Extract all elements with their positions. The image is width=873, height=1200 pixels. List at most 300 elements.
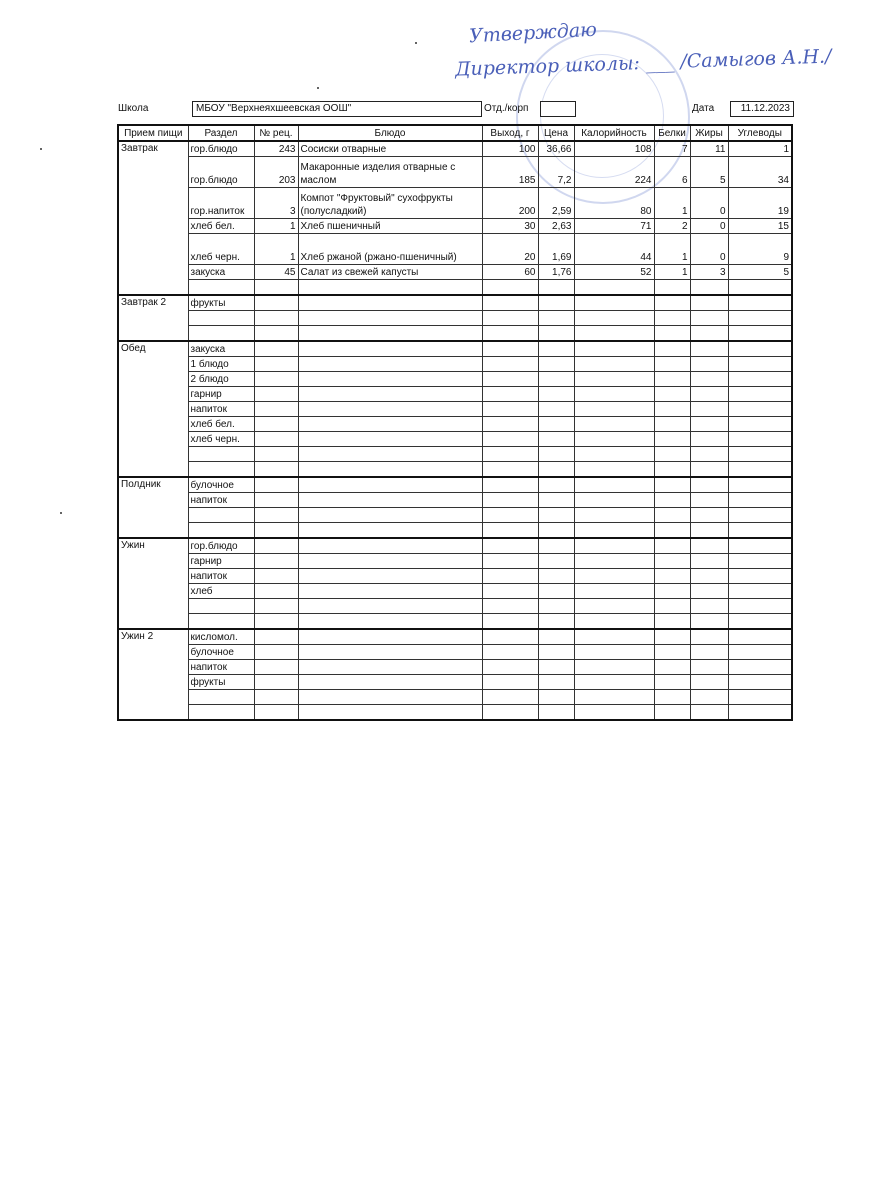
cell-price: [538, 372, 574, 387]
cell-section: [188, 462, 254, 478]
menu-body: [118, 141, 792, 720]
cell-fat: 0: [690, 188, 728, 219]
col-fat-header: Жиры: [690, 125, 728, 141]
cell-rec: [254, 705, 298, 721]
cell-dish: [298, 295, 482, 311]
cell-fat: [690, 705, 728, 721]
scan-speck: [60, 512, 62, 514]
cell-section: хлеб бел.: [188, 219, 254, 234]
cell-kcal: [574, 402, 654, 417]
cell-fat: [690, 280, 728, 296]
cell-kcal: [574, 372, 654, 387]
school-label: Школа: [118, 103, 149, 114]
table-row: [118, 690, 792, 705]
cell-prot: [654, 554, 690, 569]
scan-speck: [415, 42, 417, 44]
cell-prot: [654, 462, 690, 478]
cell-kcal: [574, 417, 654, 432]
cell-dish: [298, 690, 482, 705]
cell-prot: [654, 508, 690, 523]
scan-speck: [317, 87, 319, 89]
cell-rec: [254, 645, 298, 660]
table-row: [118, 493, 792, 508]
cell-fat: [690, 569, 728, 584]
cell-price: [538, 387, 574, 402]
cell-out: [482, 554, 538, 569]
cell-fat: [690, 554, 728, 569]
cell-dish: Хлеб ржаной (ржано-пшеничный): [298, 234, 482, 265]
cell-carb: [728, 326, 792, 342]
cell-section: [188, 447, 254, 462]
cell-carb: 19: [728, 188, 792, 219]
cell-fat: [690, 538, 728, 554]
col-output-header: Выход, г: [482, 125, 538, 141]
cell-price: [538, 493, 574, 508]
cell-dish: Макаронные изделия отварные с маслом: [298, 157, 482, 188]
cell-out: [482, 584, 538, 599]
cell-fat: 3: [690, 265, 728, 280]
dept-field[interactable]: [540, 101, 576, 117]
cell-prot: 6: [654, 157, 690, 188]
cell-dish: [298, 462, 482, 478]
cell-carb: [728, 599, 792, 614]
cell-out: [482, 417, 538, 432]
table-row: [118, 311, 792, 326]
cell-price: 7,2: [538, 157, 574, 188]
date-field[interactable]: [730, 101, 794, 117]
cell-price: [538, 432, 574, 447]
cell-carb: [728, 477, 792, 493]
cell-carb: [728, 508, 792, 523]
cell-section: хлеб: [188, 584, 254, 599]
cell-rec: [254, 372, 298, 387]
cell-fat: [690, 326, 728, 342]
cell-price: [538, 341, 574, 357]
cell-kcal: [574, 629, 654, 645]
cell-carb: [728, 341, 792, 357]
menu-table: [117, 124, 793, 721]
cell-price: [538, 295, 574, 311]
cell-rec: [254, 432, 298, 447]
cell-fat: [690, 417, 728, 432]
cell-price: [538, 417, 574, 432]
cell-fat: [690, 357, 728, 372]
cell-dish: [298, 372, 482, 387]
cell-price: 1,76: [538, 265, 574, 280]
cell-rec: [254, 508, 298, 523]
table-row: [118, 219, 792, 234]
cell-carb: 5: [728, 265, 792, 280]
cell-out: [482, 645, 538, 660]
cell-out: [482, 523, 538, 539]
cell-section: напиток: [188, 402, 254, 417]
table-row: [118, 614, 792, 630]
cell-carb: [728, 584, 792, 599]
cell-prot: [654, 387, 690, 402]
cell-fat: [690, 372, 728, 387]
col-calories-header: Калорийность: [574, 125, 654, 141]
cell-prot: [654, 402, 690, 417]
approval-line-2: Директор школы: ___ /Самыгов А.Н./: [454, 45, 832, 81]
cell-section: гор.блюдо: [188, 157, 254, 188]
cell-carb: [728, 675, 792, 690]
meal-name: Полдник: [118, 477, 188, 538]
cell-dish: [298, 280, 482, 296]
cell-carb: [728, 447, 792, 462]
cell-out: [482, 660, 538, 675]
cell-out: [482, 295, 538, 311]
cell-prot: [654, 417, 690, 432]
cell-carb: [728, 432, 792, 447]
cell-kcal: [574, 341, 654, 357]
cell-kcal: [574, 645, 654, 660]
cell-price: [538, 584, 574, 599]
col-carbs-header: Углеводы: [728, 125, 792, 141]
cell-out: [482, 493, 538, 508]
cell-carb: [728, 311, 792, 326]
cell-dish: [298, 417, 482, 432]
cell-price: [538, 629, 574, 645]
cell-price: [538, 660, 574, 675]
cell-out: 30: [482, 219, 538, 234]
cell-fat: [690, 523, 728, 539]
cell-carb: [728, 554, 792, 569]
cell-rec: [254, 387, 298, 402]
cell-fat: [690, 493, 728, 508]
cell-carb: [728, 280, 792, 296]
cell-kcal: [574, 569, 654, 584]
cell-carb: [728, 645, 792, 660]
cell-rec: [254, 417, 298, 432]
cell-dish: [298, 447, 482, 462]
table-row: [118, 523, 792, 539]
cell-kcal: 224: [574, 157, 654, 188]
cell-dish: [298, 357, 482, 372]
cell-price: [538, 280, 574, 296]
table-row: [118, 326, 792, 342]
cell-section: [188, 311, 254, 326]
table-header-row: [118, 125, 792, 141]
cell-price: [538, 523, 574, 539]
table-row: [118, 387, 792, 402]
cell-fat: [690, 402, 728, 417]
cell-out: [482, 311, 538, 326]
cell-fat: [690, 295, 728, 311]
cell-rec: [254, 569, 298, 584]
cell-price: [538, 599, 574, 614]
cell-out: [482, 372, 538, 387]
cell-kcal: [574, 462, 654, 478]
cell-out: [482, 462, 538, 478]
cell-rec: [254, 584, 298, 599]
table-row: [118, 538, 792, 554]
meal-name: Ужин: [118, 538, 188, 629]
cell-section: гарнир: [188, 554, 254, 569]
cell-kcal: [574, 447, 654, 462]
cell-section: [188, 280, 254, 296]
cell-dish: [298, 311, 482, 326]
cell-section: гор.блюдо: [188, 141, 254, 157]
cell-kcal: [574, 387, 654, 402]
cell-dish: [298, 477, 482, 493]
cell-prot: 1: [654, 188, 690, 219]
cell-section: [188, 599, 254, 614]
cell-dish: [298, 660, 482, 675]
cell-price: 2,59: [538, 188, 574, 219]
cell-out: [482, 599, 538, 614]
cell-fat: [690, 447, 728, 462]
cell-fat: [690, 341, 728, 357]
cell-carb: [728, 690, 792, 705]
table-row: [118, 584, 792, 599]
cell-rec: [254, 462, 298, 478]
cell-price: [538, 538, 574, 554]
table-row: [118, 234, 792, 265]
cell-rec: [254, 341, 298, 357]
cell-price: 36,66: [538, 141, 574, 157]
cell-carb: [728, 295, 792, 311]
cell-prot: [654, 523, 690, 539]
cell-prot: [654, 432, 690, 447]
cell-rec: [254, 629, 298, 645]
cell-dish: Компот "Фруктовый" сухофрукты (полусладкий): [298, 188, 482, 219]
cell-price: [538, 705, 574, 721]
cell-out: [482, 675, 538, 690]
cell-fat: 0: [690, 219, 728, 234]
cell-fat: [690, 645, 728, 660]
cell-fat: [690, 629, 728, 645]
cell-prot: [654, 341, 690, 357]
cell-fat: 0: [690, 234, 728, 265]
cell-carb: [728, 402, 792, 417]
cell-section: гор.напиток: [188, 188, 254, 219]
cell-dish: [298, 584, 482, 599]
table-row: [118, 554, 792, 569]
cell-rec: 1: [254, 219, 298, 234]
table-row: [118, 660, 792, 675]
cell-dish: [298, 432, 482, 447]
cell-dish: [298, 523, 482, 539]
cell-prot: [654, 629, 690, 645]
cell-prot: [654, 311, 690, 326]
cell-out: [482, 341, 538, 357]
cell-kcal: [574, 705, 654, 721]
cell-carb: [728, 417, 792, 432]
cell-fat: [690, 675, 728, 690]
col-protein-header: Белки: [654, 125, 690, 141]
table-row: [118, 629, 792, 645]
cell-out: [482, 402, 538, 417]
cell-price: 2,63: [538, 219, 574, 234]
approval-signature: [454, 18, 865, 86]
cell-rec: [254, 493, 298, 508]
cell-dish: [298, 554, 482, 569]
cell-rec: [254, 295, 298, 311]
cell-dish: [298, 387, 482, 402]
cell-carb: [728, 538, 792, 554]
cell-section: хлеб черн.: [188, 432, 254, 447]
cell-carb: [728, 372, 792, 387]
cell-carb: [728, 705, 792, 721]
cell-carb: 9: [728, 234, 792, 265]
cell-dish: [298, 402, 482, 417]
cell-price: [538, 645, 574, 660]
table-row: [118, 599, 792, 614]
table-row: [118, 675, 792, 690]
cell-section: гор.блюдо: [188, 538, 254, 554]
cell-fat: [690, 508, 728, 523]
cell-kcal: [574, 493, 654, 508]
cell-rec: 1: [254, 234, 298, 265]
cell-out: 100: [482, 141, 538, 157]
cell-price: [538, 508, 574, 523]
col-recipe-header: № рец.: [254, 125, 298, 141]
cell-prot: [654, 599, 690, 614]
cell-fat: [690, 311, 728, 326]
cell-out: 20: [482, 234, 538, 265]
cell-rec: [254, 477, 298, 493]
cell-prot: [654, 675, 690, 690]
cell-price: [538, 675, 574, 690]
cell-kcal: 80: [574, 188, 654, 219]
cell-price: 1,69: [538, 234, 574, 265]
dept-label: Отд./корп: [484, 103, 529, 114]
cell-price: [538, 614, 574, 630]
cell-fat: [690, 387, 728, 402]
table-row: [118, 295, 792, 311]
table-row: [118, 417, 792, 432]
cell-section: напиток: [188, 493, 254, 508]
table-row: [118, 157, 792, 188]
cell-rec: 3: [254, 188, 298, 219]
cell-prot: [654, 660, 690, 675]
meal-name: Ужин 2: [118, 629, 188, 720]
cell-section: гарнир: [188, 387, 254, 402]
cell-price: [538, 690, 574, 705]
date-value: 11.12.2023: [740, 103, 790, 114]
approval-line-1: Утверждаю: [468, 18, 598, 48]
cell-kcal: [574, 690, 654, 705]
cell-rec: [254, 311, 298, 326]
cell-fat: [690, 462, 728, 478]
cell-kcal: 108: [574, 141, 654, 157]
cell-section: [188, 326, 254, 342]
cell-prot: [654, 645, 690, 660]
cell-out: [482, 447, 538, 462]
table-row: [118, 508, 792, 523]
cell-out: 200: [482, 188, 538, 219]
cell-price: [538, 357, 574, 372]
cell-kcal: 52: [574, 265, 654, 280]
cell-carb: [728, 493, 792, 508]
cell-rec: [254, 538, 298, 554]
table-row: [118, 645, 792, 660]
cell-section: [188, 523, 254, 539]
cell-out: [482, 387, 538, 402]
cell-dish: [298, 645, 482, 660]
cell-dish: Хлеб пшеничный: [298, 219, 482, 234]
cell-out: [482, 629, 538, 645]
cell-fat: [690, 660, 728, 675]
cell-fat: [690, 599, 728, 614]
cell-prot: [654, 690, 690, 705]
cell-kcal: [574, 584, 654, 599]
cell-price: [538, 477, 574, 493]
form-header: [118, 101, 798, 117]
cell-out: [482, 614, 538, 630]
cell-kcal: [574, 508, 654, 523]
cell-kcal: 44: [574, 234, 654, 265]
cell-kcal: [574, 523, 654, 539]
cell-fat: [690, 584, 728, 599]
table-row: [118, 462, 792, 478]
cell-dish: [298, 341, 482, 357]
table-row: [118, 265, 792, 280]
cell-dish: [298, 599, 482, 614]
cell-rec: [254, 660, 298, 675]
col-price-header: Цена: [538, 125, 574, 141]
table-row: [118, 141, 792, 157]
cell-rec: 45: [254, 265, 298, 280]
cell-kcal: [574, 614, 654, 630]
cell-section: [188, 690, 254, 705]
cell-prot: [654, 584, 690, 599]
cell-rec: [254, 447, 298, 462]
school-value: МБОУ "Верхнеяхшеевская ООШ": [196, 103, 352, 114]
school-field[interactable]: [192, 101, 482, 117]
cell-price: [538, 569, 574, 584]
cell-price: [538, 326, 574, 342]
scan-speck: [40, 148, 42, 150]
cell-rec: [254, 690, 298, 705]
cell-kcal: [574, 280, 654, 296]
cell-out: 185: [482, 157, 538, 188]
cell-carb: [728, 462, 792, 478]
cell-fat: [690, 614, 728, 630]
cell-kcal: [574, 477, 654, 493]
cell-section: фрукты: [188, 295, 254, 311]
cell-section: 2 блюдо: [188, 372, 254, 387]
cell-kcal: 71: [574, 219, 654, 234]
cell-section: хлеб черн.: [188, 234, 254, 265]
cell-kcal: [574, 311, 654, 326]
cell-section: напиток: [188, 660, 254, 675]
cell-out: [482, 357, 538, 372]
date-label: Дата: [692, 103, 715, 114]
cell-rec: [254, 280, 298, 296]
table-row: [118, 432, 792, 447]
cell-section: напиток: [188, 569, 254, 584]
cell-dish: [298, 508, 482, 523]
cell-out: [482, 705, 538, 721]
cell-fat: 5: [690, 157, 728, 188]
cell-section: закуска: [188, 265, 254, 280]
cell-out: [482, 280, 538, 296]
cell-dish: Сосиски отварные: [298, 141, 482, 157]
cell-section: булочное: [188, 477, 254, 493]
cell-carb: [728, 629, 792, 645]
cell-rec: [254, 523, 298, 539]
cell-prot: [654, 493, 690, 508]
cell-rec: [254, 675, 298, 690]
table-row: [118, 705, 792, 721]
table-row: [118, 447, 792, 462]
col-dish-header: Блюдо: [298, 125, 482, 141]
cell-carb: [728, 569, 792, 584]
table-row: [118, 372, 792, 387]
cell-prot: 1: [654, 234, 690, 265]
cell-kcal: [574, 432, 654, 447]
